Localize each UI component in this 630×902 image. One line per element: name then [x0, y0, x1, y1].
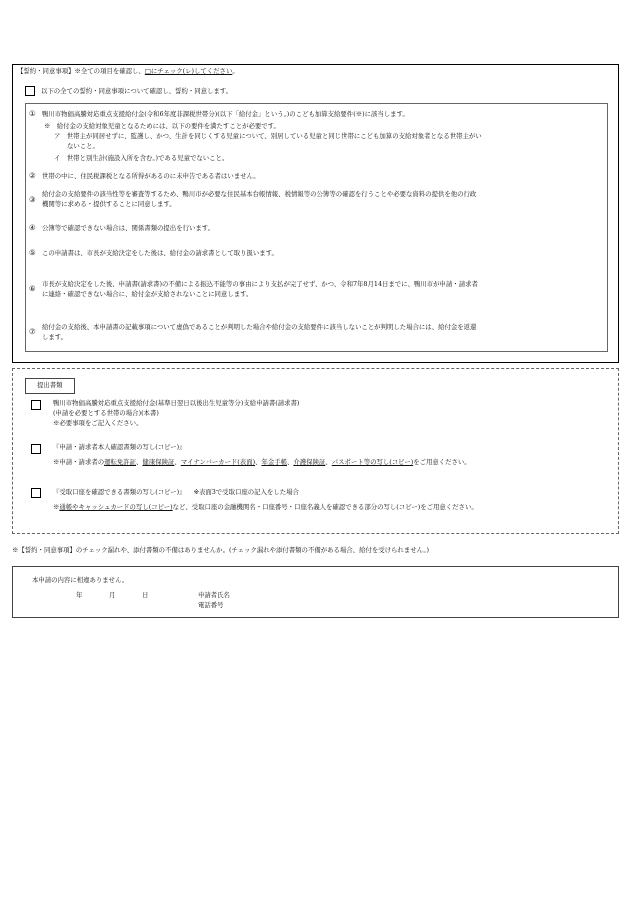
- consent-item-7: 給付金の支給後、本申請書の記載事項について虚偽であることが判明した場合や給付金の支給要件に該当しないことが判明した場合には、給付金を返還: [42, 323, 477, 331]
- consent-note-line: ※ 給付金の支給対象児童となるためには、以下の要件を満たすことが必要です。: [44, 122, 280, 130]
- check-warning: ※【誓約・同意事項】のチェック漏れや、添付書類の不備はありませんか。(チェック漏れや添付書類の不備がある場合、給付を受けられません。): [12, 546, 430, 554]
- doc2-title: 『申請・請求者本人確認書類の写し(コピー)』: [53, 443, 186, 451]
- doc2-checkbox[interactable]: [31, 444, 41, 454]
- consent-item-5: この申請書は、市長が支給決定をした後は、給付金の請求書として取り扱います。: [42, 249, 278, 257]
- doc3-note: [53, 503, 478, 512]
- doc3-note-suffix: など、受取口座の金融機関名・口座番号・口座名義人を確認できる部分の写し(コピー)をご用意ください。: [172, 503, 478, 511]
- consent-item-2: 世帯の中に、住民税課税となる所得があるのに未申告である者はいません。: [42, 172, 260, 180]
- agree-all-label: 以下の全ての誓約・同意事項について確認し、誓約・同意します。: [41, 87, 233, 95]
- doc2-id-pension: 年金手帳: [261, 458, 288, 466]
- doc2-id-passport: パスポート等の写し(コピー): [331, 458, 414, 466]
- doc3-passbook: 通帳やキャッシュカードの写し(コピー): [59, 503, 173, 511]
- doc2-separator: 、: [174, 458, 181, 466]
- signature-section: [12, 566, 619, 618]
- doc1-line1: 鴨川市物価高騰対応重点支援給付金(基準日翌日以後出生児童等分)支給申請書(請求書): [53, 399, 300, 407]
- doc2-note-prefix: ※申請・請求者の: [53, 458, 105, 466]
- item-number: ②: [29, 171, 36, 180]
- consent-item-1: 鴨川市物価高騰対応重点支援給付金(令和6年度非課税世帯分)(以下「給付金」という。)のこども加算支給要件(※)に該当します。: [42, 110, 409, 118]
- item-number: ⑥: [29, 284, 36, 293]
- doc3-note-prefix: ※: [53, 503, 60, 511]
- consent-item-6-cont: に連絡・確認できない場合に、給付金が支給されないことに同意します。: [42, 290, 253, 298]
- consent-item-6: 市長が支給決定をした後、申請書(請求書)の不備による振込不能等の事由により支払が完了せず、かつ、令和7年8月14日までに、鴨川市が申請・請求者: [42, 280, 478, 288]
- consent-header-text: 【誓約・同意事項】※全ての項目を確認し、: [17, 67, 145, 75]
- doc2-id-care-insurance: 介護保険証: [293, 458, 326, 466]
- doc3-title: 『受取口座を確認できる書類の写し(コピー)』: [53, 488, 186, 496]
- item-number: ③: [29, 195, 36, 204]
- doc2-separator: 、: [325, 458, 332, 466]
- doc2-id-drivers-license: 運転免許証: [104, 458, 137, 466]
- item-number: ⑦: [29, 327, 36, 336]
- doc2-note-suffix: をご用意ください。: [413, 458, 471, 466]
- consent-note-line: ア 世帯主が同居せずに、監護し、かつ、生計を同じくする児童について、別居している児童と同じ世帯にこども加算の支給対象者となる世帯主がい: [54, 132, 482, 140]
- applicant-name-label: 申請者氏名: [198, 591, 230, 599]
- documents-title: 提出書類: [37, 381, 63, 389]
- doc1-line3: ※必要事項をご記入ください。: [53, 419, 143, 427]
- doc3-checkbox[interactable]: [31, 488, 41, 498]
- doc2-separator: 、: [255, 458, 262, 466]
- item-number: ⑤: [29, 248, 36, 257]
- signature-statement: 本申請の内容に相違ありません。: [32, 576, 129, 584]
- consent-item-3: 給付金の支給要件の該当性等を審査等するため、鴨川市が必要な住民基本台帳情報、税情報等の公簿等の確認を行うことや必要な資料の提供を他の行政: [42, 190, 477, 198]
- date-month-label: 月: [109, 591, 116, 599]
- consent-item-7-cont: します。: [42, 333, 68, 341]
- consent-note-line: イ 世帯と別生計(施設入所を含む。)である児童でないこと。: [54, 154, 229, 162]
- item-number: ④: [29, 223, 36, 232]
- consent-header-instruction: □にチェック(レ)してください: [144, 67, 233, 75]
- doc2-note: [53, 458, 471, 467]
- agree-all-checkbox[interactable]: [25, 86, 35, 96]
- consent-header: [17, 67, 239, 76]
- doc2-id-mynumber: マイナンバーカード(表面): [180, 458, 256, 466]
- doc2-separator: 、: [287, 458, 294, 466]
- consent-item-4: 公簿等で確認できない場合は、関係書類の提出を行います。: [42, 224, 215, 232]
- phone-label: 電話番号: [198, 601, 224, 609]
- date-day-label: 日: [142, 591, 149, 599]
- consent-item-3-cont: 機関等に求める・提供することに同意します。: [42, 200, 176, 208]
- consent-note-line: ないこと。: [67, 142, 99, 150]
- doc2-id-health-insurance: 健康保険証: [142, 458, 175, 466]
- consent-header-period: 。: [232, 67, 239, 75]
- doc3-title-row: [53, 488, 299, 497]
- date-year-label: 年: [76, 591, 83, 599]
- doc1-checkbox[interactable]: [31, 400, 41, 410]
- item-number: ①: [29, 109, 36, 118]
- doc3-condition: ※表面3で受取口座の記入をした場合: [193, 488, 299, 496]
- doc1-line2: (申請を必要とする世帯の場合)(本書): [53, 409, 159, 417]
- doc2-separator: 、: [136, 458, 143, 466]
